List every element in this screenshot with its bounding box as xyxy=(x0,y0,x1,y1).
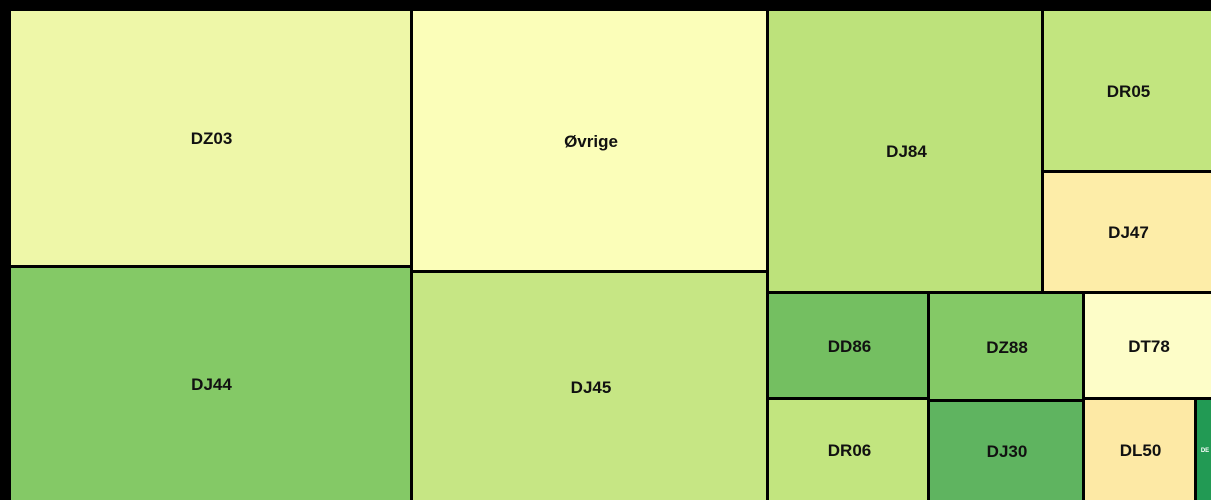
tile-label-dd86: DD86 xyxy=(827,336,872,356)
tile-dl50[interactable] xyxy=(1082,397,1199,500)
tile-dj84[interactable] xyxy=(766,8,1047,296)
tile-label-dz03: DZ03 xyxy=(190,129,233,148)
tile-label-dt78: DT78 xyxy=(1128,336,1170,356)
tile-dt78[interactable] xyxy=(1082,291,1211,402)
tile-label-ovrige: Øvrige xyxy=(564,132,618,151)
tile-dr05[interactable] xyxy=(1041,8,1211,175)
tile-dj47[interactable] xyxy=(1041,170,1211,296)
tile-label-dr06: DR06 xyxy=(827,441,872,460)
tile-de[interactable] xyxy=(1194,397,1211,500)
tile-dr06[interactable] xyxy=(766,397,933,500)
tile-dz03[interactable] xyxy=(8,8,415,270)
tile-label-dl50: DL50 xyxy=(1119,441,1162,460)
tile-label-dj47: DJ47 xyxy=(1108,223,1149,242)
tile-label-dr05: DR05 xyxy=(1106,81,1151,101)
tile-ovrige[interactable] xyxy=(410,8,772,276)
tile-dj30[interactable] xyxy=(927,399,1087,500)
tile-dd86[interactable] xyxy=(766,291,933,402)
tile-label-dj30: DJ30 xyxy=(986,442,1028,461)
tile-label-dj45: DJ45 xyxy=(570,377,612,397)
tile-dj44[interactable] xyxy=(8,265,415,500)
tile-dj45[interactable] xyxy=(410,270,772,500)
tile-label-de: DE xyxy=(1200,448,1210,454)
tile-label-dj84: DJ84 xyxy=(886,142,927,161)
tile-label-dz88: DZ88 xyxy=(986,338,1028,357)
tile-label-dj44: DJ44 xyxy=(191,375,232,394)
tile-dz88[interactable] xyxy=(927,291,1087,405)
